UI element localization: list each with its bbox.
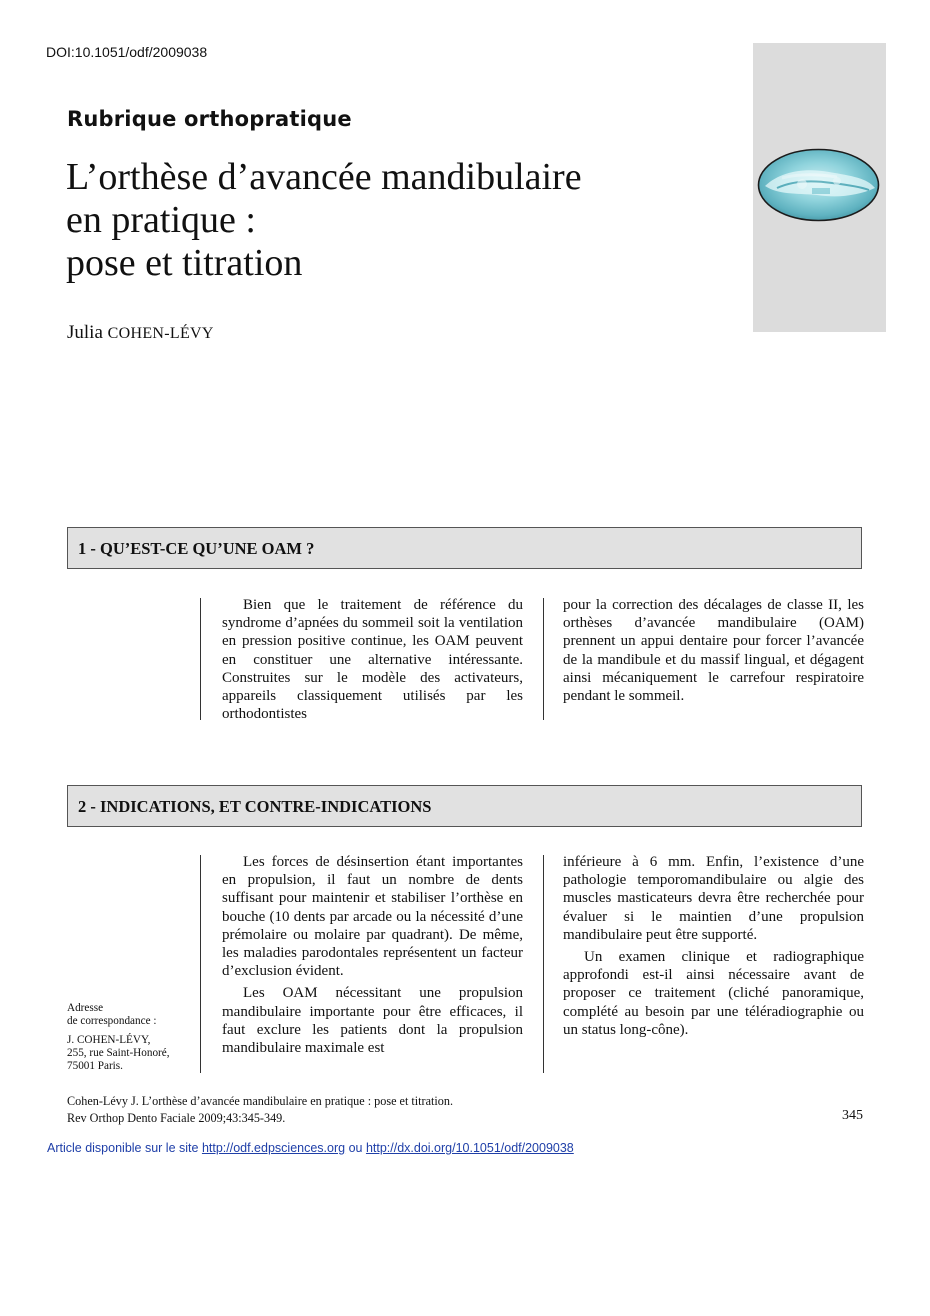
section-1-right-column [563, 596, 864, 705]
citation-line: Cohen-Lévy J. L’orthèse d’avancée mandibulaire en pratique : pose et titration. [67, 1094, 454, 1108]
title-line: en pratique : [66, 199, 256, 241]
paragraph: pour la correction des décalages de classe II, les orthèses d’avancée mandibulaire (OAM) prennent un appui dentaire pour forcer l’avancée de la mandibule et du massif lingual, et dégagent ainsi mécaniquement le carrefour respiratoire pendant le sommeil. [563, 597, 864, 705]
column-rule [200, 855, 201, 1073]
doi-link[interactable]: http://dx.doi.org/10.1051/odf/2009038 [365, 1141, 574, 1155]
title-line: L’orthèse d’avancée mandibulaire [66, 156, 582, 198]
column-rule [543, 598, 544, 720]
section-2-right-column [563, 853, 864, 1039]
availability-middle: ou [345, 1141, 366, 1155]
rubric-label: Rubrique orthopratique [67, 107, 352, 131]
address-city: 75001 Paris. [67, 1060, 123, 1073]
article-title [66, 156, 706, 285]
column-rule [200, 598, 201, 720]
doi-header: DOI:10.1051/odf/2009038 [46, 44, 208, 60]
citation [67, 1093, 453, 1126]
availability-note [47, 1141, 574, 1155]
title-line: pose et titration [66, 242, 303, 284]
side-panel [753, 43, 886, 332]
section-1-left-column [222, 596, 523, 723]
address-name: J. COHEN-LÉVY, [67, 1033, 151, 1046]
paragraph: Un examen clinique et radiographique approfondi est-il ainsi nécessaire avant de proposer ce traitement (cliché panoramique, complété au besoin par une téléradiographie ou un status long-cône). [563, 949, 864, 1038]
mandibular-device-photo-icon [757, 148, 880, 222]
address-label: de correspondance : [67, 1015, 157, 1028]
column-rule [543, 855, 544, 1073]
paragraph: Les forces de désinsertion étant importantes en propulsion, il faut un nombre de dents suffisant pour maintenir et stabiliser l’orthèse en bouche (10 dents par arcade ou la nécessité d’une prémolaire ou molaire par quadrant). De même, les maladies parodontales représentent un facteur d’exclusion évident. [222, 854, 523, 980]
citation-line: Rev Orthop Dento Faciale 2009;43:345-349. [67, 1110, 286, 1125]
correspondence-address [67, 1002, 197, 1073]
author-first-name: Julia [67, 322, 108, 343]
address-street: 255, rue Saint-Honoré, [67, 1046, 170, 1059]
address-label: Adresse [67, 1002, 104, 1014]
edp-sciences-link[interactable]: http://odf.edpsciences.org [201, 1141, 346, 1155]
section-heading-1: 1 - QU’EST-CE QU’UNE OAM ? [67, 527, 862, 569]
paragraph: inférieure à 6 mm. Enfin, l’existence d’une pathologie temporomandibulaire ou algie des muscles masticateurs devra être recherchée pour évaluer si le maintien d’une propulsion mandibulaire peut être supporté. [563, 854, 864, 943]
author-name [67, 322, 214, 344]
section-2-left-column [222, 853, 523, 1057]
paragraph: Les OAM nécessitant une propulsion mandibulaire importante pour être efficaces, il faut exclure les patients dont la propulsion mandibulaire maximale est [222, 985, 523, 1057]
paragraph: Bien que le traitement de référence du syndrome d’apnées du sommeil soit la ventilation en pression positive continue, les OAM peuvent en constituer une alternative intéressante. Construites sur le modèle des activateurs, appareils classiquement utilisés par les orthodontistes [222, 597, 523, 723]
availability-prefix: Article disponible sur le site [47, 1141, 202, 1155]
author-last-name: COHEN-LÉVY [107, 325, 214, 342]
page-number: 345 [842, 1108, 863, 1123]
section-heading-2: 2 - INDICATIONS, ET CONTRE-INDICATIONS [67, 785, 862, 827]
